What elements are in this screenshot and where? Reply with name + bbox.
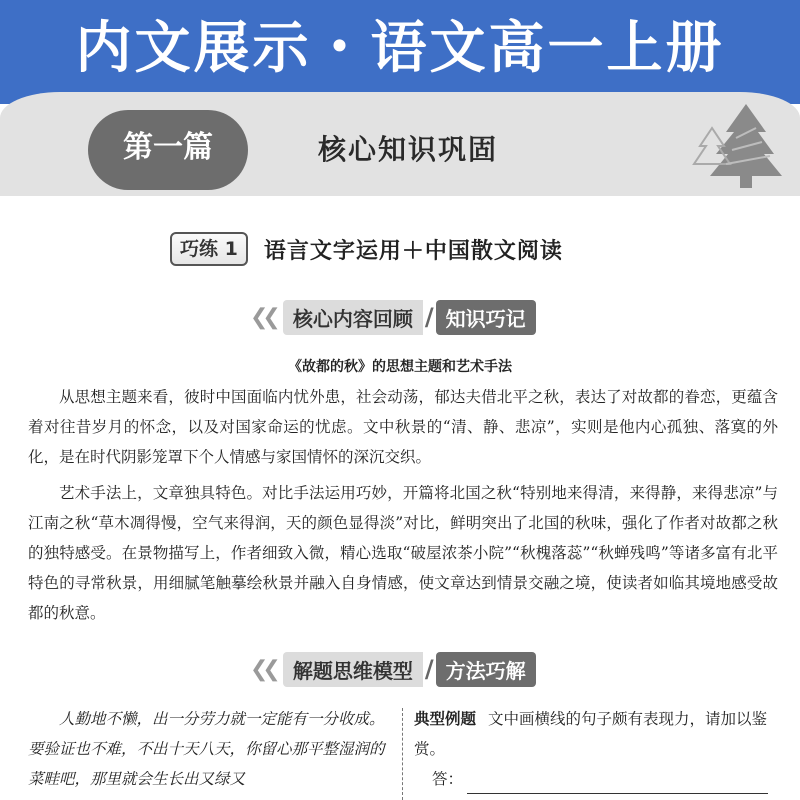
exercise-title: 语言文字运用＋中国散文阅读: [263, 238, 563, 264]
example-question: [414, 704, 784, 794]
review-tag: 核心内容回顾: [283, 300, 423, 335]
exercise-badge: 巧练 1: [170, 232, 248, 266]
example-label: 典型例题: [414, 710, 477, 728]
article-title: 《故都的秋》的思想主题和艺术手法: [288, 359, 512, 375]
top-banner: [0, 0, 800, 104]
answer-line: [467, 775, 768, 794]
double-chevron-icon: ❮❮: [250, 304, 275, 330]
method-subtag: 方法巧解: [436, 652, 536, 687]
paragraph-technique: 艺术手法上，文章独具特色。对比手法运用巧妙，开篇将北国之秋“特别地来得清，来得静，来得悲凉”与江南之秋“草木凋得慢，空气来得润，天的颜色显得淡”对比，鲜明突出了北国的秋味，强化了作者对故都之秋的独特感受。在景物描写上，作者细致入微，精心选取“破屋浓茶小院”“秋槐落蕊”“秋蝉残鸣”等诸多富有北平特色的寻常秋景，用细腻笔触摹绘秋景并融入自身情感，使文章达到情景交融之境，使读者如临其境地感受故都的秋意。: [28, 484, 778, 622]
method-tag: 解题思维模型: [283, 652, 423, 687]
pine-tree-icon: [686, 98, 782, 190]
section-heading: 核心知识巩固: [318, 133, 499, 166]
paragraph-theme: 从思想主题来看，彼时中国面临内忧外患，社会动荡，郁达夫借北平之秋，表达了对故都的眷恋，更蕴含着对往昔岁月的怀念，以及对国家命运的忧虑。文中秋景的“清、静、悲凉”，实则是他内心孤独、落寞的外化，是在时代阴影笼罩下个人情感与家国情怀的深沉交织。: [28, 388, 778, 466]
banner-title: 内文展示・语文高一上册: [75, 16, 725, 81]
chapter-label: 第一篇: [123, 130, 213, 165]
tag-slash: /: [424, 655, 434, 683]
review-subtag: 知识巧记: [436, 300, 536, 335]
review-tag-row: [250, 300, 536, 334]
reading-passage: 人勤地不懒，出一分劳力就一定能有一分收成。要验证也不难，不出十天八天，你留心那平整湿润的菜畦吧，那里就会生长出又绿又: [28, 710, 385, 788]
exercise-heading: [170, 230, 563, 268]
method-tag-row: [250, 652, 536, 686]
example-text: 文中画横线的句子颇有表现力，请加以鉴赏。: [414, 710, 768, 758]
answer-row: [432, 764, 784, 794]
tag-slash: /: [424, 303, 434, 331]
answer-label: 答：: [432, 770, 464, 788]
column-divider: [402, 708, 403, 800]
double-chevron-icon: ❮❮: [250, 656, 275, 682]
